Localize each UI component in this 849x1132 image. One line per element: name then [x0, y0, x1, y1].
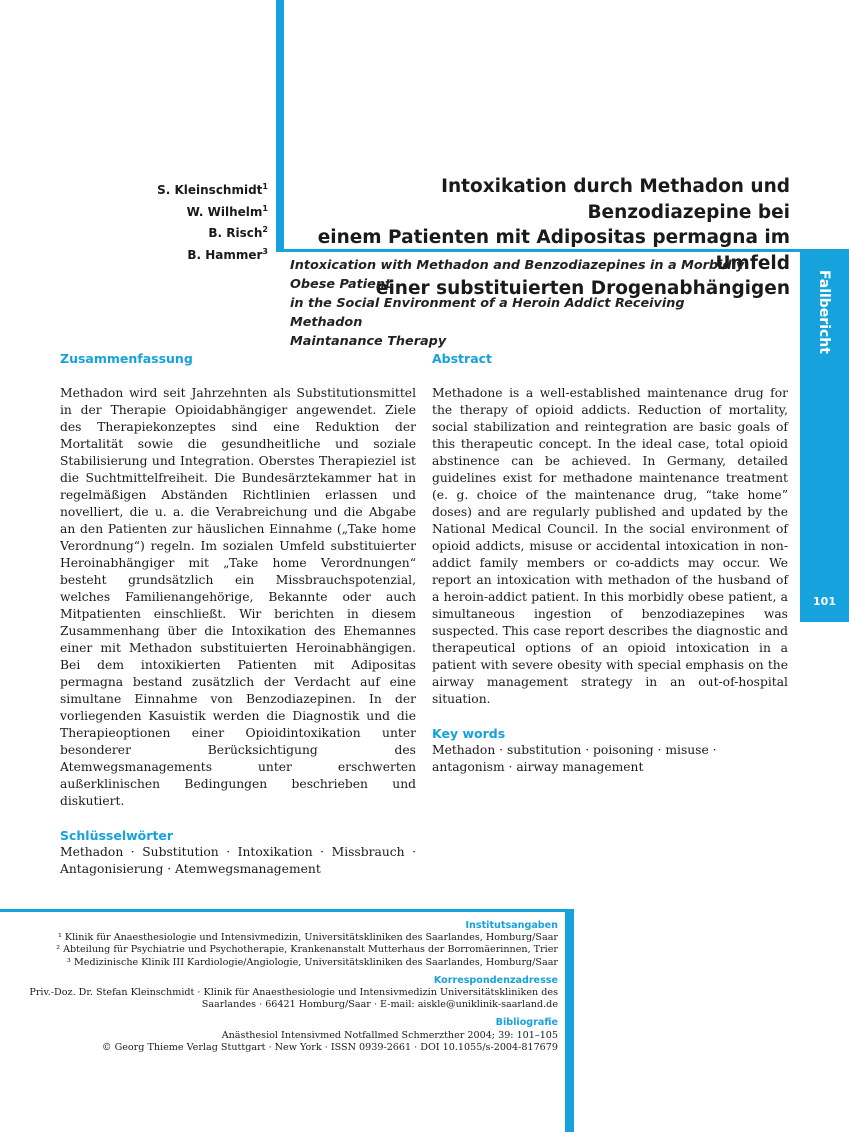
author: S. Kleinschmidt$^1$ [157, 182, 268, 197]
institution-line: ³ Medizinische Klinik III Kardiologie/Angiologie, Universitätskliniken des Saarlandes, Homburg/Saar [67, 956, 558, 968]
footer-accent-horizontal-bar [0, 909, 566, 912]
author: B. Risch$^2$ [208, 225, 268, 240]
header-accent-vertical-bar [276, 0, 284, 250]
correspondence-heading: Korrespondenzadresse [433, 974, 558, 986]
german-abstract-column [60, 350, 416, 878]
author: W. Wilhelm$^1$ [186, 203, 268, 219]
bibliography-heading: Bibliografie [495, 1017, 558, 1029]
bibliography-line: © Georg Thieme Verlag Stuttgart · New York · ISSN 0939-2661 · DOI 10.1055/s-2004-817679 [101, 1041, 558, 1053]
institution-line: ² Abteilung für Psychiatrie und Psychotherapie, Krankenanstalt Mutterhaus der Borromäerinnen, Trier [56, 944, 558, 956]
institution-line: ¹ Klinik für Anaesthesiologie und Intensivmedizin, Universitätskliniken des Saarlandes, Homburg/Saar [58, 932, 558, 944]
german-keywords: Methadon · Substitution · Intoxikation · Missbrauch · Antagonisierung · Atemwegsmanagement [60, 845, 416, 876]
page-number: 101 [813, 595, 836, 608]
section-side-tab [800, 250, 849, 622]
correspondence-line: Saarlandes · 66421 Homburg/Saar · E-mail: aiskle@uniklinik-saarland.de [201, 999, 558, 1011]
english-keywords: Methadon · substitution · poisoning · misuse · antagonism · airway management [432, 743, 717, 774]
correspondence-line: Priv.-Doz. Dr. Stefan Kleinschmidt · Klinik für Anaesthesiologie und Intensivmedizin Universitätskliniken des [29, 987, 558, 999]
english-keywords-heading: Key words [432, 726, 506, 741]
german-abstract-text: Methadon wird seit Jahrzehnten als Substitutionsmittel in der Therapie Opioidabhängiger angewendet. Ziele des Therapiekonzeptes sind eine Reduktion der Mortalität sowie die gesundheitliche und soziale Stabilisierung und Integration. Oberstes Therapieziel ist die Suchtmittelfreiheit. Die Bundesärztekammer hat in regelmäßigen Abständen Richtlinien erlassen und novelliert, die u. a. die Verabreichung und die Abgabe an den Patienten zur häuslichen Einnahme („Take home Verordnung“) regeln. Im sozialen Umfeld substituierter Heroinabhängiger mit „Take home Verordnungen“ besteht grundsätzlich ein Missbrauchspotenzial, welches Familienangehörige, Bekannte oder auch Mitpatienten einschließt. Wir berichten in diesem Zusammenhang über die Intoxikation des Ehemannes einer mit Methadon substituierten Heroinabhängigen. Bei dem intoxikierten Patienten mit Adipositas permagna bestand zusätzlich der Verdacht auf eine simultane Einnahme von Benzodiazepinen. In der vorliegenden Kasuistik werden die Diagnostik und die Therapieoptionen einer Opioidintoxikation unter besonderer Berücksichtigung des Atemwegsmanagements unter erschwerten außerklinischen Bedingungen beschrieben und diskutiert. [60, 386, 416, 808]
footer-accent-vertical-bar [565, 909, 574, 1132]
english-abstract-text: Methadone is a well-established maintenance drug for the therapy of opioid addicts. Reduction of mortality, social stabilization and reintegration are basic goals of this therapeutic concept. In the ideal case, total opioid abstinence can be achieved. In Germany, detailed guidelines exist for methadone maintenance treatment (e. g. choice of the maintenance drug, “take home” doses) and are regularly published and updated by the National Medical Council. In the social environment of opioid addicts, misuse or accidental intoxication in non-addict family members or co-addicts may occur. We report an intoxication with methadon of the husband of a heroin-addict patient. In this morbidly obese patient, a simultaneous ingestion of benzodiazepines was suspected. This case report describes the diagnostic and therapeutical options of an opioid intoxication in a patient with severe obesity with special emphasis on the airway management strategy in an out-of-hospital situation. [432, 386, 788, 706]
author: B. Hammer$^3$ [187, 246, 268, 262]
institutions-heading: Institutsangaben [465, 920, 558, 931]
author-list [120, 178, 268, 264]
article-subtitle-english: Intoxication with Methadon and Benzodiazepines in a Morbidly Obese Patient in the Social Environment of a Heroin Addict Receiving Methadon Maintanance Therapy [290, 258, 745, 349]
article-footer [20, 920, 558, 1054]
german-keywords-heading: Schlüsselwörter [60, 828, 174, 843]
english-abstract-column [432, 350, 788, 776]
section-label: Fallbericht [816, 270, 832, 354]
article-title: Intoxikation durch Methadon und Benzodiazepine bei einem Patienten mit Adipositas permagna im Umfeld einer substituierten Drogenabhängigen [317, 176, 790, 299]
bibliography-line: Anästhesiol Intensivmed Notfallmed Schmerzther 2004; 39: 101–105 [221, 1029, 558, 1041]
english-abstract-heading: Abstract [432, 351, 493, 366]
german-abstract-heading: Zusammenfassung [60, 351, 193, 366]
